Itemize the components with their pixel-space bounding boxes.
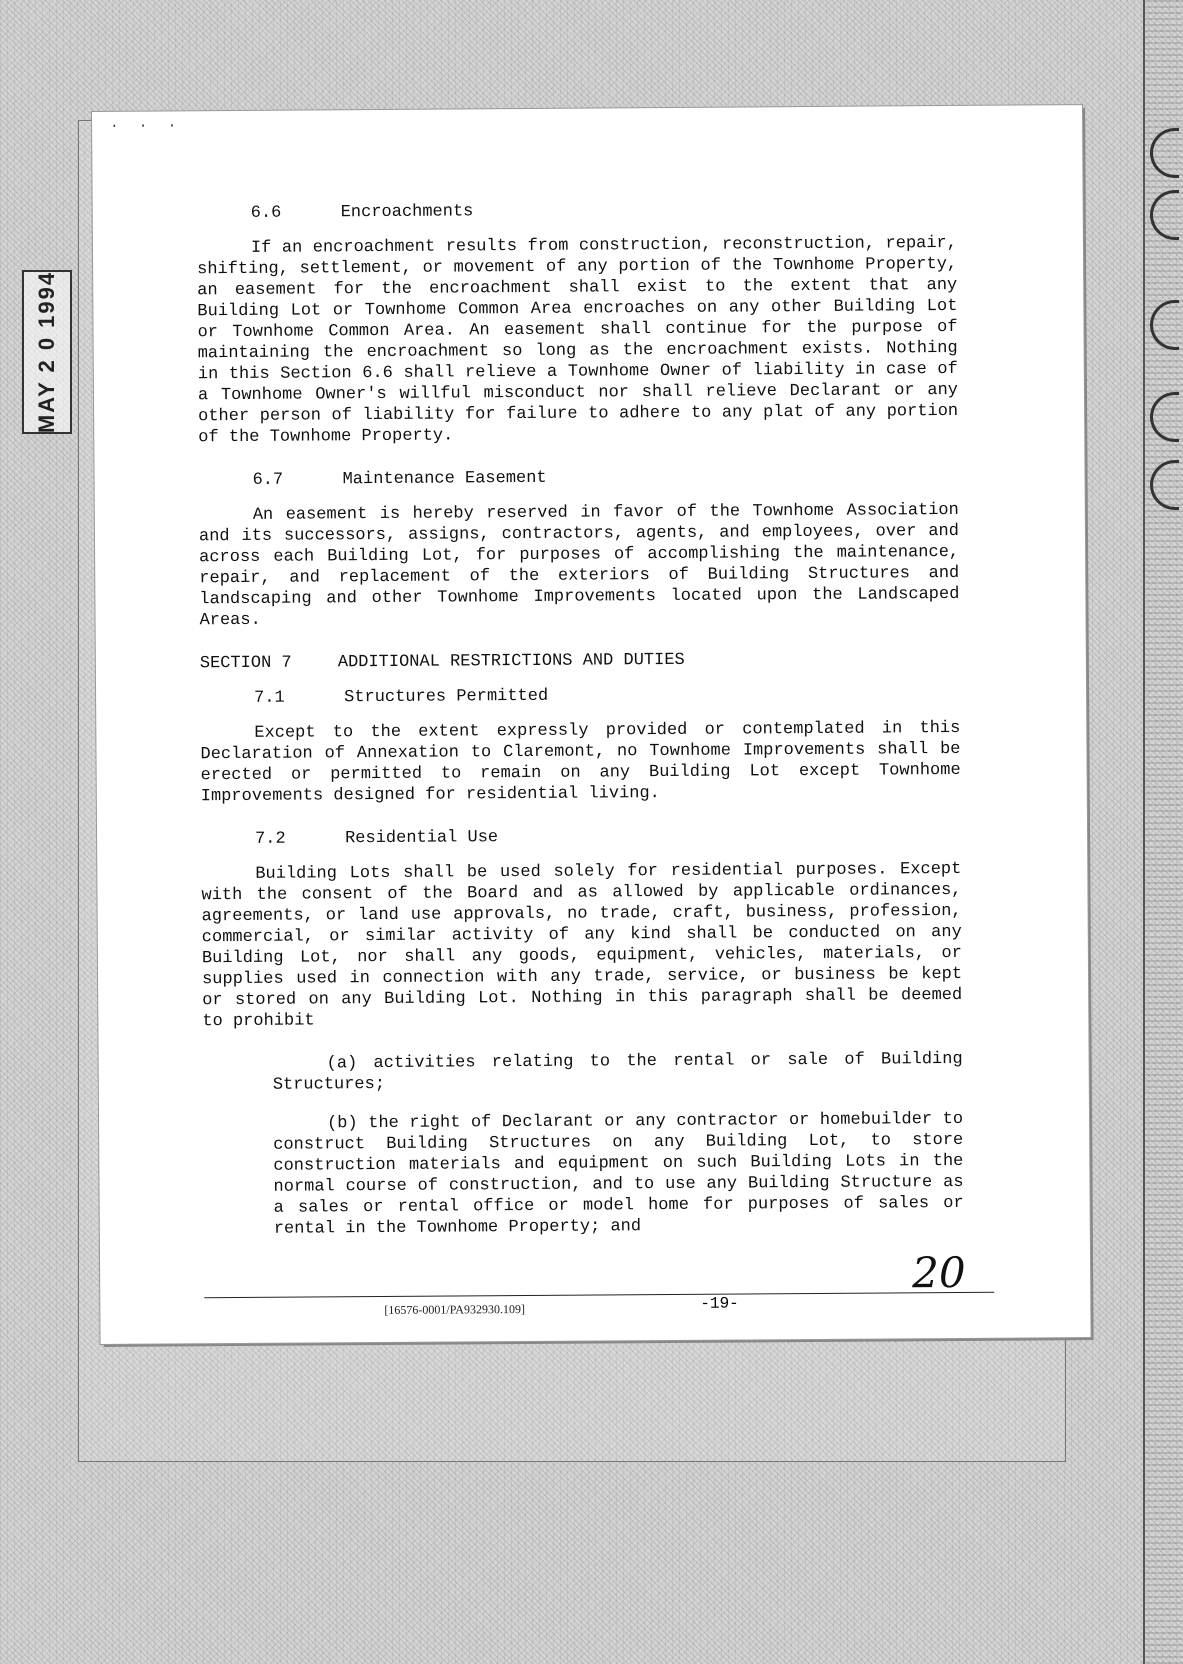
heading-title: Structures Permitted (344, 686, 549, 708)
binder-ring-icon (1150, 392, 1179, 442)
page-number: -19- (700, 1294, 739, 1313)
scan-dots: . . . (110, 115, 183, 132)
body-paragraph: Except to the extent expressly provided or contemplated in this Declaration of Annexation to Claremont, no Townhome Improvements shall be erected or permitted to remain on any Building Lot except Townhome Improvements designed for residential living. (200, 718, 961, 807)
list-item: (b) the right of Declarant or any contractor or homebuilder to construct Building Structures on any Building Lot, to store construction materials and equipment on such Building Lots in the normal course of construction, and to use any Building Structure as a sales or rental office or model home for purposes of sales or rental in the Townhome Property; and (273, 1109, 964, 1239)
binder-ring-icon (1150, 128, 1179, 178)
handwritten-page-number: 20 (911, 1247, 966, 1298)
heading-title: Encroachments (340, 202, 474, 223)
subsection-heading (200, 683, 960, 709)
heading-title: ADDITIONAL RESTRICTIONS AND DUTIES (337, 650, 685, 673)
body-paragraph: If an encroachment results from construction, reconstruction, repair, shifting, settlement, or movement of any portion of the Townhome Property, an easement for the encroachment shall exist to the extent that any Building Lot or Townhome Common Area encroaches on any other Building Lot or Townhome Common Area. An easement shall continue for the purpose of maintaining the encroachment so long as the encroachment exists. Nothing in this Section 6.6 shall relieve a Townhome Owner of liability in case of a Townhome Owner's willful misconduct nor shall relieve Declarant or any other person of liability for failure to adhere to any plat of any portion of the Townhome Property. (197, 233, 959, 448)
heading-title: Maintenance Easement (342, 468, 547, 490)
binder-ring-icon (1150, 460, 1179, 510)
document-body (197, 198, 964, 1258)
binder-ring-icon (1150, 300, 1179, 350)
subsection-heading (197, 198, 957, 224)
document-page (92, 105, 1091, 1344)
subsection-heading (201, 824, 961, 850)
body-paragraph: Building Lots shall be used solely for residential purposes. Except with the consent of the Board and as allowed by applicable ordinances, agreements, or land use approvals, no trade, craft, business, profession, commercial, or similar activity of any kind shall be conducted on any Building Lot, nor shall any goods, equipment, vehicles, materials, or supplies used in connection with any trade, service, or business be kept or stored on any Building Lot. Nothing in this paragraph shall be deemed to prohibit (201, 859, 963, 1032)
heading-number: 6.7 (252, 470, 284, 490)
heading-number: SECTION 7 (199, 653, 292, 674)
date-stamp (22, 270, 72, 434)
list-item: (a) activities relating to the rental or sale of Building Structures; (272, 1049, 963, 1095)
section-heading (200, 648, 960, 674)
date-stamp-text: MAY 2 0 1994 (34, 270, 60, 434)
body-paragraph: An easement is hereby reserved in favor of the Townhome Association and its successors, assigns, contractors, agents, and employees, over and across each Building Lot, for purposes of accomplishing the maintenance, repair, and replacement of the exteriors of Building Structures and landscaping and other Townhome Improvements located upon the Landscaped Areas. (198, 500, 960, 631)
binder-edge (1143, 0, 1183, 1664)
heading-title: Residential Use (345, 828, 499, 849)
binder-ring-icon (1150, 190, 1179, 240)
document-number: [16576-0001/PA932930.109] (384, 1302, 525, 1317)
subsection-heading (199, 465, 959, 491)
heading-number: 6.6 (250, 203, 282, 223)
page-footer (204, 1292, 994, 1317)
heading-number: 7.1 (254, 688, 285, 708)
heading-number: 7.2 (255, 829, 286, 849)
